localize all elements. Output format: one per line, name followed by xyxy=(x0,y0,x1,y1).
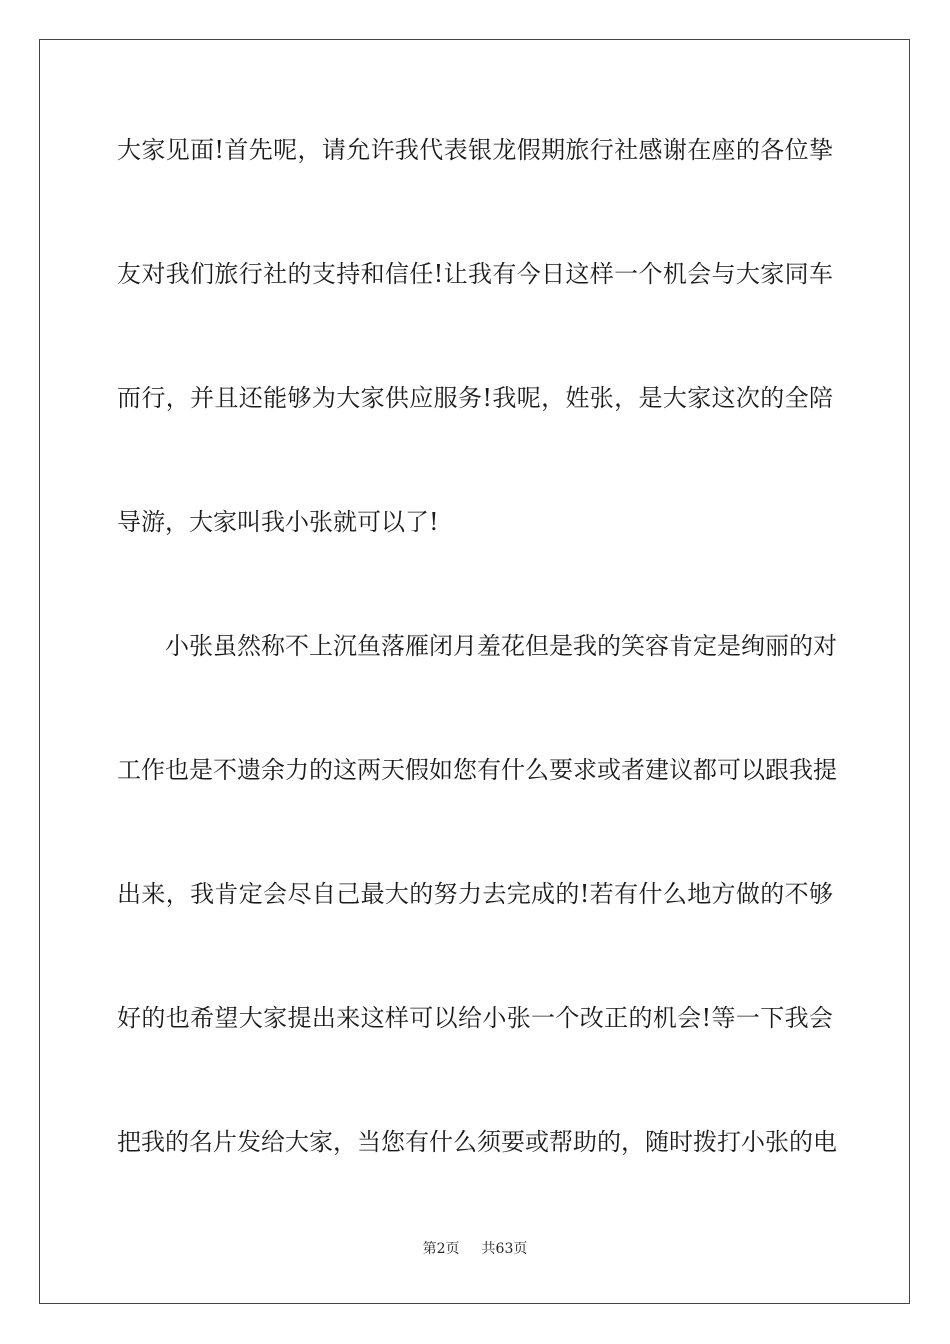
page-number: 第2页 xyxy=(422,1241,460,1257)
paragraph-first-line: 小张虽然称不上沉鱼落雁闭月羞花但是我的笑容肯定是绚丽的对 xyxy=(165,632,837,660)
page-border xyxy=(39,39,910,1304)
body-text-line: 导游，大家叫我小张就可以了! xyxy=(117,508,439,536)
body-text-line: 出来，我肯定会尽自己最大的努力去完成的!若有什么地方做的不够 xyxy=(117,880,833,908)
page-footer xyxy=(0,1240,950,1258)
body-text-line: 大家见面!首先呢，请允许我代表银龙假期旅行社感谢在座的各位挚 xyxy=(117,136,833,164)
page-total: 共63页 xyxy=(481,1241,528,1257)
body-text-line: 而行，并且还能够为大家供应服务!我呢，姓张，是大家这次的全陪 xyxy=(117,384,833,412)
body-text-line: 好的也希望大家提出来这样可以给小张一个改正的机会!等一下我会 xyxy=(117,1004,833,1032)
body-text-line: 友对我们旅行社的支持和信任!让我有今日这样一个机会与大家同车 xyxy=(117,260,833,288)
body-text-line: 把我的名片发给大家，当您有什么须要或帮助的，随时拨打小张的电 xyxy=(117,1128,837,1156)
body-text-line: 工作也是不遗余力的这两天假如您有什么要求或者建议都可以跟我提 xyxy=(117,756,837,784)
